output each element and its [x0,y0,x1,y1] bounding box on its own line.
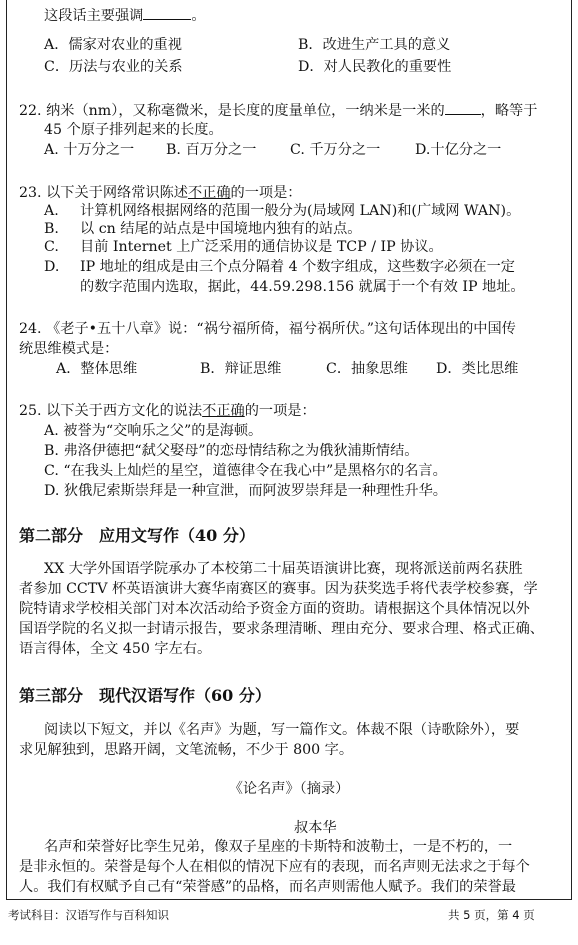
essay-author: 叔本华 [294,820,337,836]
part3-heading: 第三部分 现代汉语写作（60 分） [19,686,271,705]
q23-option-c: C. 目前 Internet 上广泛采用的通信协议是 TCP / IP 协议。 [44,239,443,255]
answer-blank [445,101,481,115]
q24-option-b: B．辩证思维 [200,361,282,377]
q22-stem-line2: 45 个原子排列起来的长度。 [44,122,223,138]
q25-option-c: C. “在我头上灿烂的星空，道德律令在我心中”是黑格尔的名言。 [44,463,447,479]
q23-option-a: A. 计算机网络根据网络的范围一般分为(局域网 LAN)和(广域网 WAN)。 [44,203,521,219]
q23-option-b: B. 以 cn 结尾的站点是中国境地内独有的站点。 [44,221,362,237]
part2-para-line: 院特请求学校相关部门对本次活动给予资金方面的资助。请根据这个具体情况以外 [19,601,530,617]
q25-option-b: B. 弗洛伊德把“弑父娶母”的恋母情结称之为俄狄浦斯情结。 [44,443,419,459]
q24-option-a: A．整体思维 [56,361,138,377]
q22-stem-line1: 22. 纳米（nm），又称毫微米，是长度的度量单位，一纳米是一米的 ，略等于 [19,103,538,119]
q25-stem: 25. 以下关于西方文化的说法不正确的一项是： [19,403,316,419]
page-border-left [6,0,7,900]
essay-line: 名声和荣誉好比孪生兄弟，像双子星座的卡斯特和波勒士，一是不朽的，一 [44,839,513,855]
essay-line: 是非永恒的。荣誉是每个人在相似的情况下应有的表现，而名声则无法求之于每个 [19,859,530,875]
footer-subject: 考试科目：汉语写作与百科知识 [8,908,169,922]
part3-para-line: 阅读以下短文，并以《名声》为题，写一篇作文。体裁不限（诗歌除外），要 [44,722,520,738]
part3-para-line: 求见解独到，思路开阔，文笔流畅，不少于 800 字。 [19,742,354,758]
q23-option-d: D. IP 地址的组成是由三个点分隔着 4 个数字组成，这些数字必须在一定 [44,259,515,275]
q24-option-d: D．类比思维 [436,361,519,377]
q23-option-d-cont: 的数字范围内选取，据此，44.59.298.156 就属于一个有效 IP 地址。 [80,279,525,295]
q25-option-d: D. 狄俄尼索斯崇拜是一种宣泄，而阿波罗崇拜是一种理性升华。 [44,483,447,499]
part2-para-line: 语言得体，全文 450 字左右。 [19,641,212,657]
q22-option-a: A. 十万分之一 [44,142,135,158]
q22-option-c: C. 千万分之一 [290,142,381,158]
q25-option-a: A. 被誉为“交响乐之父”的是海顿。 [44,423,263,439]
q23-stem: 23. 以下关于网络常识陈述不正确的一项是： [19,185,302,201]
q24-stem-line1: 24. 《老子•五十八章》说：“祸兮福所倚，福兮祸所伏。”这句话体现出的中国传 [19,321,516,337]
q24-stem-line2: 统思维模式是： [19,341,119,357]
q22-option-b: B. 百万分之一 [166,142,257,158]
part2-heading: 第二部分 应用文写作（40 分） [19,526,255,545]
part2-para-line: 国语学院的名义拟一封请示报告，要求条理清晰、理由充分、要求合理、格式正确、 [19,621,544,637]
page-border-right [571,0,572,900]
q21-option-d: D．对人民教化的重要性 [298,59,452,75]
essay-title: 《论名声》（摘录） [228,781,350,797]
q22-option-d: D.十亿分之一 [415,142,502,158]
page-border-bottom [6,899,572,900]
part2-para-line: 者参加 CCTV 杯英语演讲大赛华南赛区的赛事。因为获奖选手将代表学校参赛，学 [19,581,538,597]
q21-option-a: A．儒家对农业的重视 [44,37,182,53]
answer-blank [143,6,191,20]
q21-option-b: B．改进生产工具的意义 [298,37,451,53]
essay-line: 人。我们有权赋予自己有“荣誉感”的品格，而名声则需他人赋予。我们的荣誉最 [19,879,516,895]
part2-para-line: XX 大学外国语学院承办了本校第二十届英语演讲比赛，现将派送前两名获胜 [44,561,523,577]
q21-option-c: C．历法与农业的关系 [44,59,183,75]
footer-page-number: 共 5 页，第 4 页 [448,908,535,922]
q24-option-c: C．抽象思维 [326,361,408,377]
q21-stem: 这段话主要强调 。 [44,8,206,24]
